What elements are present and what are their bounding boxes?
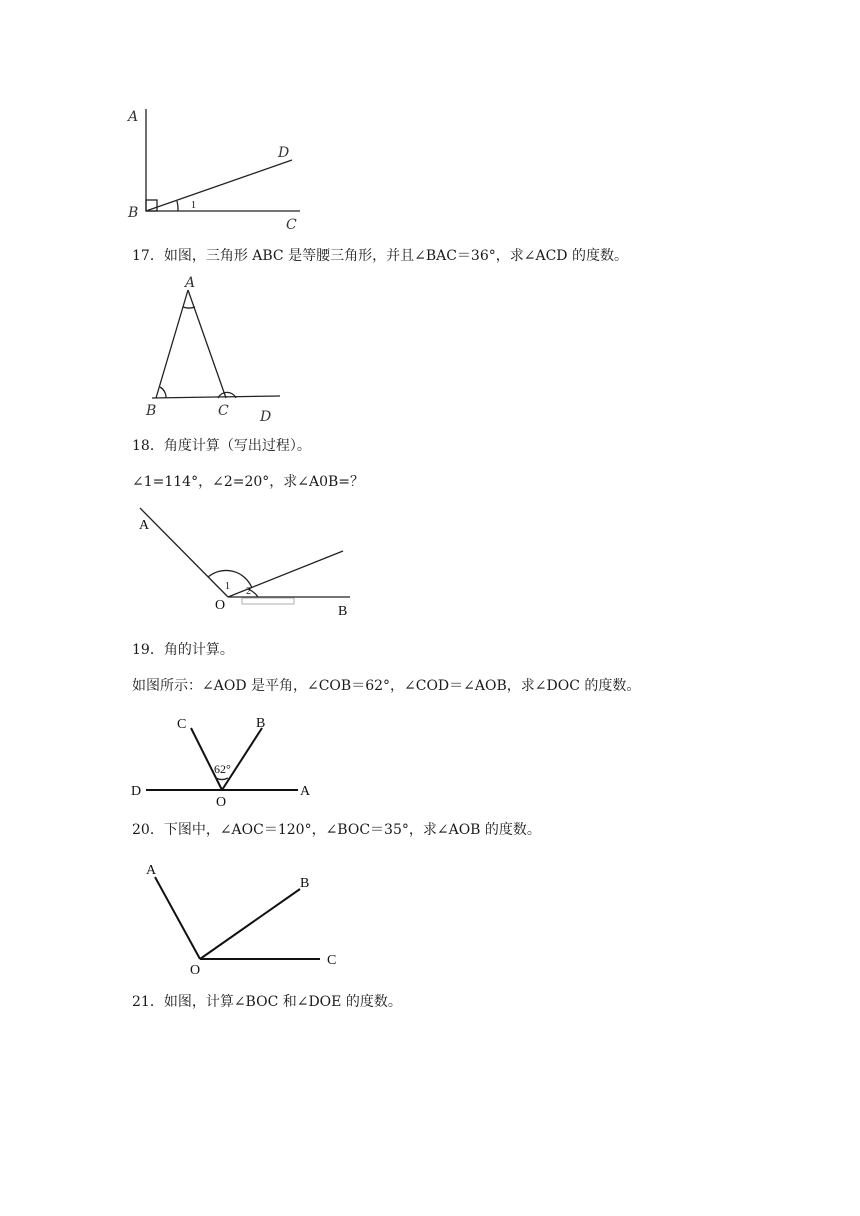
label-B: B xyxy=(146,403,157,419)
label-C: C xyxy=(286,217,297,233)
label-B: B xyxy=(338,604,348,619)
label-A: A xyxy=(128,109,139,125)
label-D: D xyxy=(131,784,142,799)
figure-q17 xyxy=(140,272,310,425)
label-angle-2: 2 xyxy=(246,586,251,597)
label-angle-1: 1 xyxy=(225,581,230,592)
label-D: D xyxy=(260,409,272,425)
question-18-title: 18．角度计算（写出过程）。 xyxy=(132,438,311,454)
question-18-given: ∠1=114°，∠2=20°，求∠A0B=？ xyxy=(132,474,365,490)
figure-q18 xyxy=(130,505,360,620)
label-B: B xyxy=(128,205,139,221)
figure-q20 xyxy=(140,855,360,980)
label-B: B xyxy=(300,876,310,891)
question-20: 20．下图中，∠AOC＝120°，∠BOC＝35°，求∠AOB 的度数。 xyxy=(132,822,541,838)
label-B: B xyxy=(256,716,266,731)
label-D: D xyxy=(278,145,290,161)
label-C: C xyxy=(177,717,187,732)
label-A: A xyxy=(185,275,196,291)
label-C: C xyxy=(218,403,229,419)
label-A: A xyxy=(146,863,157,878)
question-21: 21．如图，计算∠BOC 和∠DOE 的度数。 xyxy=(132,994,402,1010)
question-17: 17．如图，三角形 ABC 是等腰三角形，并且∠BAC＝36°，求∠ACD 的度数。 xyxy=(132,248,628,264)
label-angle-1: 1 xyxy=(191,200,196,211)
label-O: O xyxy=(215,598,226,613)
label-O: O xyxy=(190,963,201,978)
label-C: C xyxy=(327,953,337,968)
question-19-title: 19．角的计算。 xyxy=(132,642,234,658)
label-angle-62: 62° xyxy=(214,762,231,776)
figure-q16 xyxy=(120,105,320,235)
figure-q19 xyxy=(128,710,328,810)
label-A: A xyxy=(139,518,150,533)
label-O: O xyxy=(216,795,227,810)
label-A: A xyxy=(300,784,311,799)
question-19-given: 如图所示：∠AOD 是平角，∠COB＝62°，∠COD＝∠AOB，求∠DOC 的度数。 xyxy=(132,678,641,694)
